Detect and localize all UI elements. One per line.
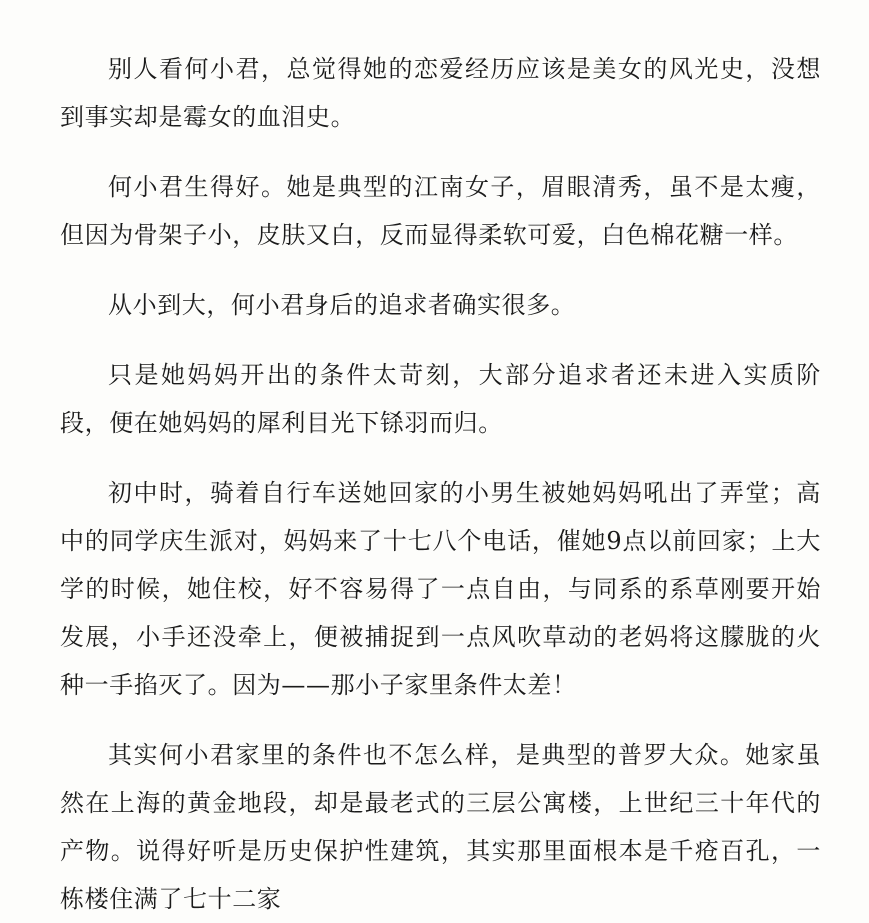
paragraph-6: 其实何小君家里的条件也不怎么样，是典型的普罗大众。她家虽然在上海的黄金地段，却是最老式的三层公寓楼，上世纪三十年代的产物。说得好听是历史保护性建筑，其实那里面根本是千疮百孔，一栋楼住满了七十二家: [60, 741, 821, 913]
paragraph-3: 从小到大，何小君身后的追求者确实很多。: [108, 291, 576, 319]
paragraph-2: 何小君生得好。她是典型的江南女子，眉眼清秀，虽不是太瘦，但因为骨架子小，皮肤又白，反而显得柔软可爱，白色棉花糖一样。: [60, 173, 821, 249]
paragraph-1: 别人看何小君，总觉得她的恋爱经历应该是美女的风光史，没想到事实却是霉女的血泪史。: [60, 55, 821, 131]
paragraph-5: 初中时，骑着自行车送她回家的小男生被她妈妈吼出了弄堂；高中的同学庆生派对，妈妈来了十七八个电话，催她9点以前回家；上大学的时候，她住校，好不容易得了一点自由，与同系的系草刚要开始发展，小手还没牵上，便被捕捉到一点风吹草动的老妈将这朦胧的火种一手掐灭了。因为——那小子家里条件太差！: [60, 479, 821, 699]
paragraph-4: 只是她妈妈开出的条件太苛刻，大部分追求者还未进入实质阶段，便在她妈妈的犀利目光下铩羽而归。: [60, 361, 821, 437]
